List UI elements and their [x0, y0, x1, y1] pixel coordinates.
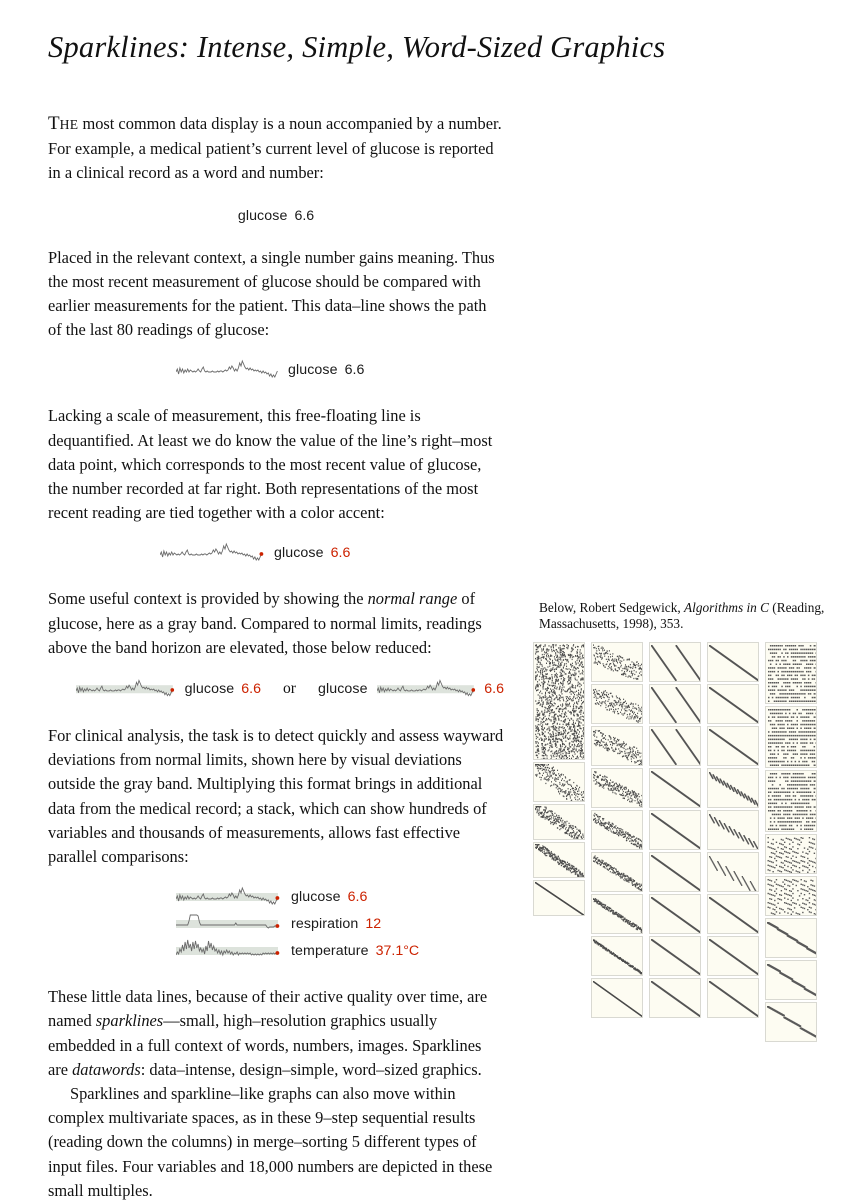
stack-row-glucose [176, 885, 504, 909]
sparkline-stack [48, 885, 504, 963]
multiples-column-3 [649, 642, 701, 1042]
panel-c1-r4 [533, 842, 585, 878]
paragraph-1-rest: most common data display is a noun accompanied by a number. For example, a medical patient’s current level of glucose is reported in a clinical record as a word and number: [48, 114, 502, 182]
stack-label-value: 6.6 [348, 889, 368, 905]
multiples-column-1 [533, 642, 585, 1042]
paragraph-6-a: These little data lines, because of their active quality over time, are named [48, 987, 487, 1030]
paragraph-4-a: Some useful context is provided by showing the [48, 589, 368, 608]
normal-range-band [176, 920, 278, 928]
panel-c3-r5 [649, 810, 701, 850]
panel-c5-r4 [765, 834, 817, 874]
panel-c5-r1 [765, 642, 817, 704]
panel-c3-r4 [649, 768, 701, 808]
panel-c5-r3 [765, 770, 817, 832]
spacer [48, 382, 504, 404]
stack-row-temperature [176, 939, 504, 963]
spacer [48, 186, 504, 208]
panel-c3-r3 [649, 726, 701, 766]
sparkline-glucose-banded-right [377, 676, 478, 702]
last-point-dot [276, 951, 280, 955]
example-label-value: 6.6 [241, 681, 261, 697]
paragraph-4-b: of glucose, here as a gray band. Compared to normal limits, readings above the band horizon are elevated, those below reduced: [48, 589, 482, 656]
or-separator: or [283, 680, 296, 698]
paragraph-6-emphasis-sparklines: sparklines [96, 1011, 163, 1030]
panel-c1-r5 [533, 880, 585, 916]
stack-label-value: 12 [365, 916, 381, 932]
example-label-word: glucose [288, 362, 338, 378]
caption-b: (Reading, Massachusetts, 1998), 353. [539, 600, 824, 631]
panel-c1-r3 [533, 804, 585, 840]
multiples-column-2 [591, 642, 643, 1042]
panel-c2-r7 [591, 894, 643, 934]
sparkline-glucose-accent [160, 541, 266, 565]
drop-cap: T [48, 113, 60, 134]
example-sparkline-accent [48, 541, 504, 565]
caption-a: Below, Robert Sedgewick, [539, 600, 684, 615]
panel-c3-r7 [649, 894, 701, 934]
panel-c5-r8 [765, 1002, 817, 1042]
main-text-column [48, 112, 504, 1203]
panel-c4-r5 [707, 810, 759, 850]
stack-row-respiration [176, 912, 504, 936]
panel-c4-r4 [707, 768, 759, 808]
panel-c5-r6 [765, 918, 817, 958]
panel-c4-r1 [707, 642, 759, 682]
normal-range-band [176, 893, 278, 901]
panel-c3-r8 [649, 936, 701, 976]
panel-c2-r6 [591, 852, 643, 892]
panel-c2-r8 [591, 936, 643, 976]
example-plain-number [48, 208, 504, 224]
spacer [48, 660, 504, 676]
panel-c5-r7 [765, 960, 817, 1000]
spacer [48, 224, 504, 246]
paragraph-6-emphasis-datawords: datawords [72, 1060, 141, 1079]
example-label-word: glucose [274, 545, 324, 561]
spacer [48, 869, 504, 885]
panel-c3-r1 [649, 642, 701, 682]
spacer [48, 963, 504, 985]
example-sparkline-plain [48, 358, 504, 382]
sparkline-respiration [176, 912, 282, 936]
example-label-word: glucose [185, 681, 235, 697]
panel-c4-r2 [707, 684, 759, 724]
paragraph-6 [48, 985, 504, 1082]
multiples-column-4 [707, 642, 759, 1042]
paragraph-6-c: : data–intense, design–simple, word–sized graphics. [141, 1060, 482, 1079]
example-banded-pair [48, 676, 504, 702]
panel-c3-r9 [649, 978, 701, 1018]
spacer [48, 565, 504, 587]
paragraph-4-emphasis: normal range [368, 589, 458, 608]
panel-c5-r5 [765, 876, 817, 916]
example-label-value: 6.6 [294, 208, 314, 224]
sidebar-figure-column [533, 600, 825, 1042]
panel-c2-r9 [591, 978, 643, 1018]
panel-c1-r1 [533, 642, 585, 760]
sparkline-glucose-banded-left [76, 676, 177, 702]
last-point-dot [260, 553, 264, 557]
example-label-value: 6.6 [484, 681, 504, 697]
panel-c2-r1 [591, 642, 643, 682]
stack-label-word: temperature [291, 943, 369, 959]
panel-c3-r2 [649, 684, 701, 724]
paragraph-2: Placed in the relevant context, a single number gains meaning. Thus the most recent measurement of glucose should be compared with earlier measurements for the patient. This data–line shows the path of the last 80 readings of glucose: [48, 246, 504, 343]
small-multiples-grid [533, 642, 825, 1042]
last-point-dot [276, 896, 280, 900]
example-label-word: glucose [318, 681, 368, 697]
panel-c3-r6 [649, 852, 701, 892]
paragraph-6-b: —small, high–resolution graphics usually embedded in a full context of words, numbers, images. Sparklines are [48, 1011, 481, 1078]
panel-c5-r2 [765, 706, 817, 768]
last-point-dot [471, 688, 475, 692]
paragraph-4 [48, 587, 504, 660]
stack-label-word: glucose [291, 889, 341, 905]
last-point-dot [276, 924, 280, 928]
example-label-value: 6.6 [345, 362, 365, 378]
panel-c4-r8 [707, 936, 759, 976]
panel-c4-r9 [707, 978, 759, 1018]
panel-c1-r2 [533, 762, 585, 802]
panel-c4-r3 [707, 726, 759, 766]
spacer [48, 702, 504, 724]
stack-label-value: 37.1°C [376, 943, 420, 959]
sparkline-glucose-plain [176, 358, 278, 382]
page-title: Sparklines: Intense, Simple, Word-Sized Graphics [48, 30, 665, 65]
panel-c2-r2 [591, 684, 643, 724]
example-label-value: 6.6 [331, 545, 351, 561]
panel-c2-r3 [591, 726, 643, 766]
sparkline-glucose-stack [176, 885, 282, 909]
paragraph-3: Lacking a scale of measurement, this free-floating line is dequantified. At least we do know the value of the line’s right–most data point, which corresponds to the most recent value of glucose, the number recorded at far right. Both representations of the most recent reading are tied together with a color accent: [48, 404, 504, 525]
multiples-column-5 [765, 642, 817, 1042]
spacer [48, 525, 504, 541]
paragraph-5: For clinical analysis, the task is to detect quickly and assess wayward deviations from normal limits, shown here by visual deviations outside the gray band. Multiplying this format brings in additional data from the medical record; a stack, which can show hundreds of variables and thousands of measurements, allows fast effective parallel comparisons: [48, 724, 504, 869]
stack-label-word: respiration [291, 916, 358, 932]
sparkline-temperature [176, 939, 282, 963]
small-caps-he: HE [60, 117, 79, 132]
panel-c2-r5 [591, 810, 643, 850]
paragraph-1 [48, 112, 504, 186]
panel-c2-r4 [591, 768, 643, 808]
panel-c4-r6 [707, 852, 759, 892]
last-point-dot [170, 688, 174, 692]
caption-emphasis: Algorithms in C [684, 600, 769, 615]
panel-c4-r7 [707, 894, 759, 934]
example-label-word: glucose [238, 208, 288, 224]
paragraph-7: Sparklines and sparkline–like graphs can also move within complex multivariate spaces, as in these 9–step sequential results (reading down the columns) in merge–sorting 5 different types of input files. Four variables and 18,000 numbers are depicted in these small multiples. [48, 1082, 504, 1203]
spacer [48, 342, 504, 358]
figure-caption [539, 600, 825, 633]
